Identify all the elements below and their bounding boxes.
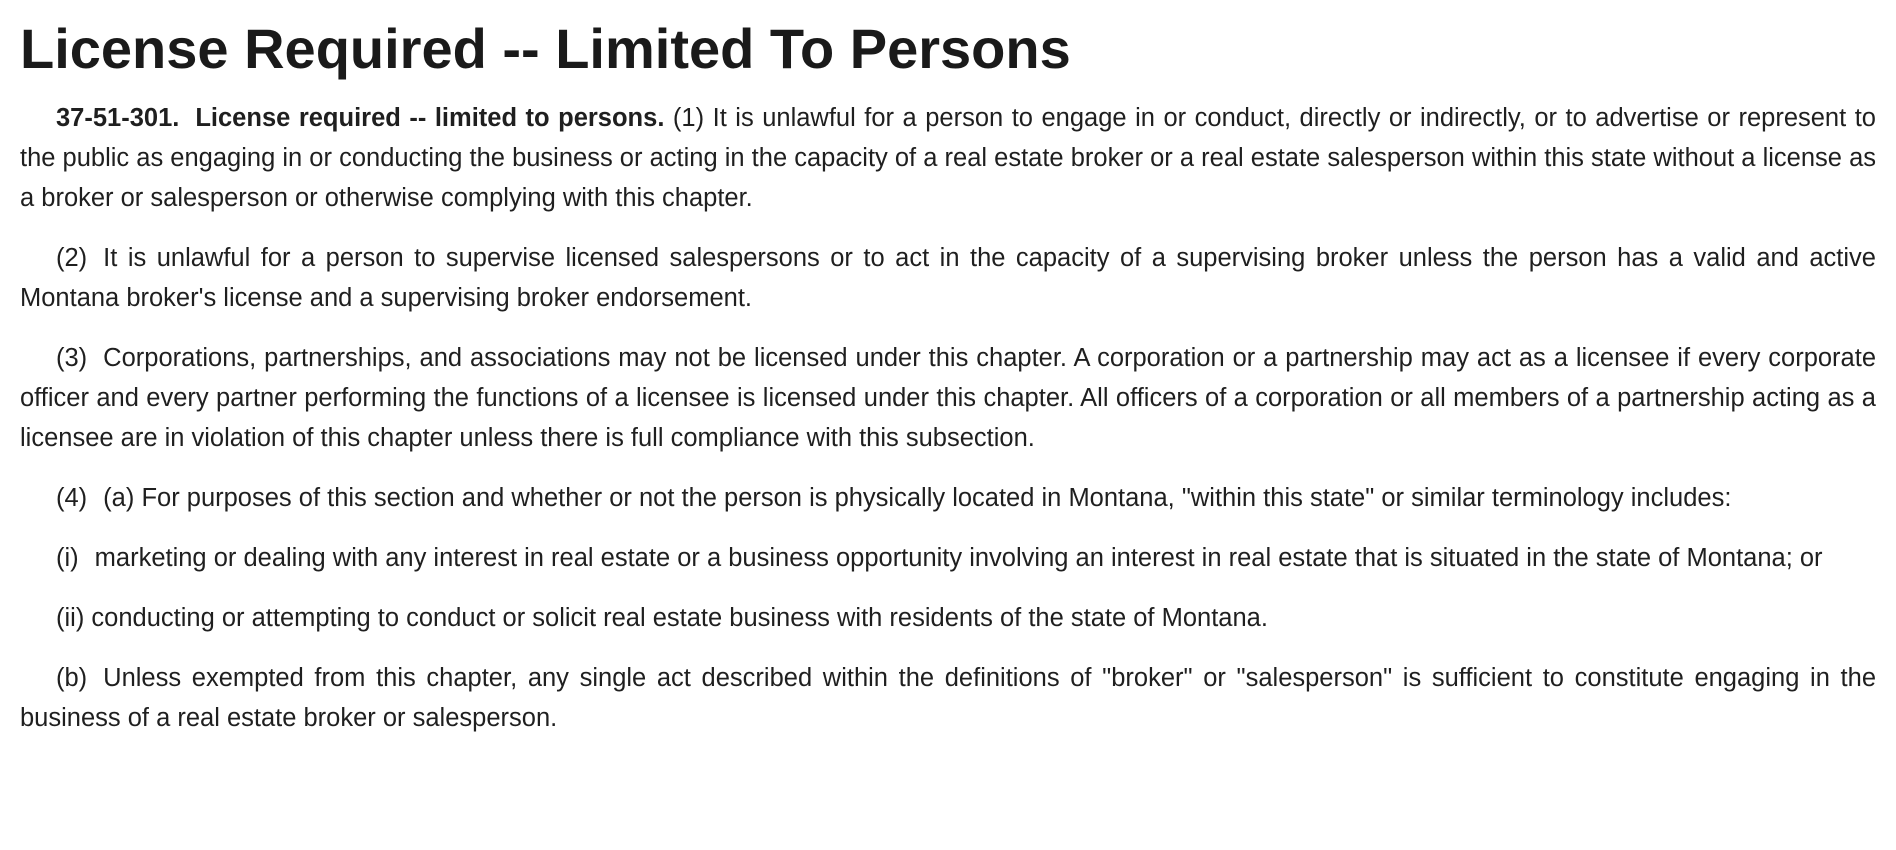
paragraph-text: marketing or dealing with any interest in real estate or a business opportunity involving an interest in real estate that is situated in the state of Montana; or <box>94 544 1823 572</box>
page-title: License Required -- Limited To Persons <box>20 17 1071 80</box>
paragraph-label: (i) <box>56 544 79 572</box>
paragraph-label: (3) <box>56 344 88 372</box>
paragraph-text: conducting or attempting to conduct or solicit real estate business with residents of the state of Montana. <box>91 604 1268 632</box>
paragraph-label: (4) <box>56 484 88 512</box>
section-number: 37-51-301. <box>56 104 180 132</box>
paragraph-label: (2) <box>56 244 88 272</box>
paragraph-text: Corporations, partnerships, and associations may not be licensed under this chapter. A corporation or a partnership may act as a licensee if every corporate officer and every partner performing the functions of a licensee is licensed under this chapter. All officers of a corporation or all members of a partnership acting as a licensee are in violation of this chapter unless there is full compliance with this subsection. <box>20 344 1876 452</box>
paragraph-1 <box>20 98 1876 218</box>
paragraph-text: It is unlawful for a person to engage in or conduct, directly or indirectly, or to advertise or represent to the public as engaging in or conducting the business or acting in the capacity of a real estate broker or a real estate salesperson within this state without a license as a broker or salesperson or otherwise complying with this chapter. <box>20 104 1876 212</box>
paragraph-text: For purposes of this section and whether or not the person is physically located in Montana, "within this state" or similar terminology includes: <box>141 484 1732 512</box>
paragraph-4b <box>20 658 1876 738</box>
paragraph-4a <box>20 478 1876 518</box>
section-catchline: License required -- limited to persons. <box>195 104 665 132</box>
paragraph-label: (b) <box>56 664 88 692</box>
paragraph-4a-i <box>20 538 1876 578</box>
paragraph-4a-ii <box>20 598 1876 638</box>
paragraph-label: (ii) <box>56 604 85 632</box>
paragraph-label: (1) <box>672 104 705 132</box>
paragraph-text: Unless exempted from this chapter, any single act described within the definitions of "broker" or "salesperson" is sufficient to constitute engaging in the business of a real estate broker or salesperson. <box>20 664 1876 732</box>
paragraph-text: It is unlawful for a person to supervise licensed salespersons or to act in the capacity of a supervising broker unless the person has a valid and active Montana broker's license and a supervising broker endorsement. <box>20 244 1876 312</box>
paragraph-3 <box>20 338 1876 458</box>
paragraph-sublabel: (a) <box>103 484 135 512</box>
paragraph-2 <box>20 238 1876 318</box>
